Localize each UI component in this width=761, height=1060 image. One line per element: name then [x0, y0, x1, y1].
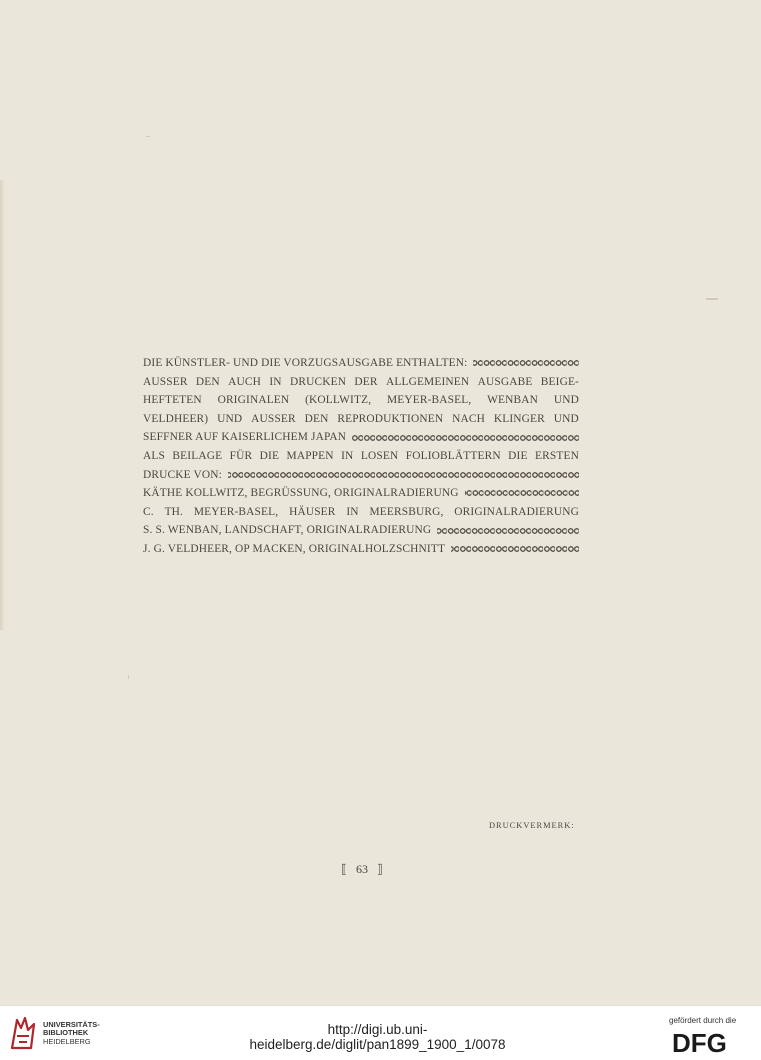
colophon-word: HÄUSER	[289, 505, 336, 518]
colophon-word: MEERSBURG,	[369, 505, 444, 518]
colophon-line	[143, 484, 579, 503]
funding-caption: gefördert durch die	[669, 1016, 737, 1025]
colophon-text-block	[143, 354, 579, 559]
colophon-word: UND	[553, 412, 579, 425]
colophon-line	[143, 503, 579, 522]
colophon-line	[143, 354, 579, 373]
colophon-word: WENBAN	[487, 394, 539, 407]
paper-speck	[128, 675, 129, 679]
colophon-word: AUSSER	[143, 375, 188, 388]
colophon-word: DRUCKEN	[289, 375, 347, 388]
colophon-word: MAPPEN	[286, 449, 334, 462]
colophon-word: LOSEN	[360, 449, 399, 462]
colophon-word: UND	[553, 394, 579, 407]
page-number-open-bracket: ⟦	[341, 862, 347, 876]
colophon-word: BEIGE-	[540, 375, 579, 388]
page-number-value: 63	[356, 862, 368, 876]
colophon-word: MEYER-BASEL,	[386, 394, 472, 407]
colophon-word: FÜR	[229, 449, 253, 462]
colophon-line	[143, 521, 579, 540]
colophon-line-text: S. S. WENBAN, LANDSCHAFT, ORIGINALRADIERUNG	[143, 524, 432, 537]
colophon-line-text	[143, 410, 579, 429]
library-line-3: HEIDELBERG	[43, 1036, 91, 1046]
paper-speck	[706, 298, 718, 300]
colophon-word: KLINGER	[493, 412, 545, 425]
colophon-word: C.	[143, 505, 154, 518]
colophon-word: VELDHEER)	[143, 412, 209, 425]
colophon-word: FOLIOBLÄTTERN	[405, 449, 501, 462]
colophon-word: UND	[217, 412, 243, 425]
viewer-footer	[0, 1005, 761, 1060]
colophon-line-text	[143, 391, 579, 410]
colophon-word: IN	[346, 505, 359, 518]
colophon-line-text	[143, 447, 579, 466]
colophon-word: ALS	[143, 449, 165, 462]
page-edge-shadow	[0, 180, 5, 630]
library-line-2: BIBLIOTHEK	[43, 1028, 89, 1038]
ornament-border-icon	[473, 359, 579, 367]
paper-speck	[146, 136, 150, 137]
colophon-line	[143, 391, 579, 410]
colophon-line-text	[143, 373, 579, 392]
colophon-word: AUSGABE	[477, 375, 533, 388]
colophon-word: IN	[341, 449, 354, 462]
colophon-line-text	[143, 503, 579, 522]
colophon-word: MEYER-BASEL,	[193, 505, 279, 518]
colophon-word: IN	[269, 375, 282, 388]
ornament-border-icon	[437, 527, 579, 535]
imprint-label: DRUCKVERMERK:	[489, 821, 575, 830]
colophon-word: TH.	[164, 505, 184, 518]
colophon-line	[143, 410, 579, 429]
colophon-word: HEFTETEN	[143, 394, 202, 407]
colophon-word: (KOLLWITZ,	[305, 394, 372, 407]
colophon-line	[143, 540, 579, 559]
colophon-line-text: DRUCKE VON:	[143, 468, 222, 481]
colophon-word: AUSSER	[251, 412, 296, 425]
colophon-word: NACH	[452, 412, 485, 425]
library-name	[43, 1021, 100, 1046]
ornament-border-icon	[451, 545, 579, 553]
colophon-word: DIE	[508, 449, 528, 462]
colophon-line-text: DIE KÜNSTLER- UND DIE VORZUGSAUSGABE ENTHALTEN:	[143, 357, 468, 369]
ornament-border-icon	[465, 489, 579, 497]
colophon-line	[143, 428, 579, 447]
colophon-word: ORIGINALEN	[217, 394, 290, 407]
ornament-border-icon	[352, 434, 579, 442]
colophon-word: DIE	[259, 449, 280, 462]
colophon-word: AUCH	[228, 375, 261, 388]
dfg-logo: DFG	[672, 1028, 727, 1058]
colophon-line	[143, 447, 579, 466]
colophon-word: REPRODUKTIONEN	[337, 412, 444, 425]
permalink-url[interactable]: http://digi.ub.uni-heidelberg.de/diglit/pan1899_1900_1/0078	[249, 1022, 506, 1052]
colophon-line-text: J. G. VELDHEER, OP MACKEN, ORIGINALHOLZSCHNITT	[143, 542, 446, 555]
library-line-1: UNIVERSITÄTS-	[43, 1020, 100, 1029]
colophon-word: ORIGINALRADIERUNG	[454, 505, 579, 518]
colophon-line-text: KÄTHE KOLLWITZ, BEGRÜSSUNG, ORIGINALRADIERUNG	[143, 487, 459, 500]
colophon-word: ERSTEN	[535, 449, 579, 462]
heidelberg-lion-icon	[9, 1014, 37, 1052]
ornament-border-icon	[228, 471, 579, 479]
page-number	[332, 862, 392, 877]
colophon-word: BEILAGE	[172, 449, 223, 462]
colophon-word: ALLGEMEINEN	[385, 375, 470, 388]
colophon-word: DEN	[195, 375, 220, 388]
colophon-line	[143, 466, 579, 485]
colophon-line	[143, 373, 579, 392]
page-number-close-bracket: ⟧	[377, 862, 383, 876]
colophon-word: DER	[354, 375, 378, 388]
colophon-line-text: SEFFNER AUF KAISERLICHEM JAPAN	[143, 431, 347, 444]
colophon-word: DEN	[304, 412, 329, 425]
